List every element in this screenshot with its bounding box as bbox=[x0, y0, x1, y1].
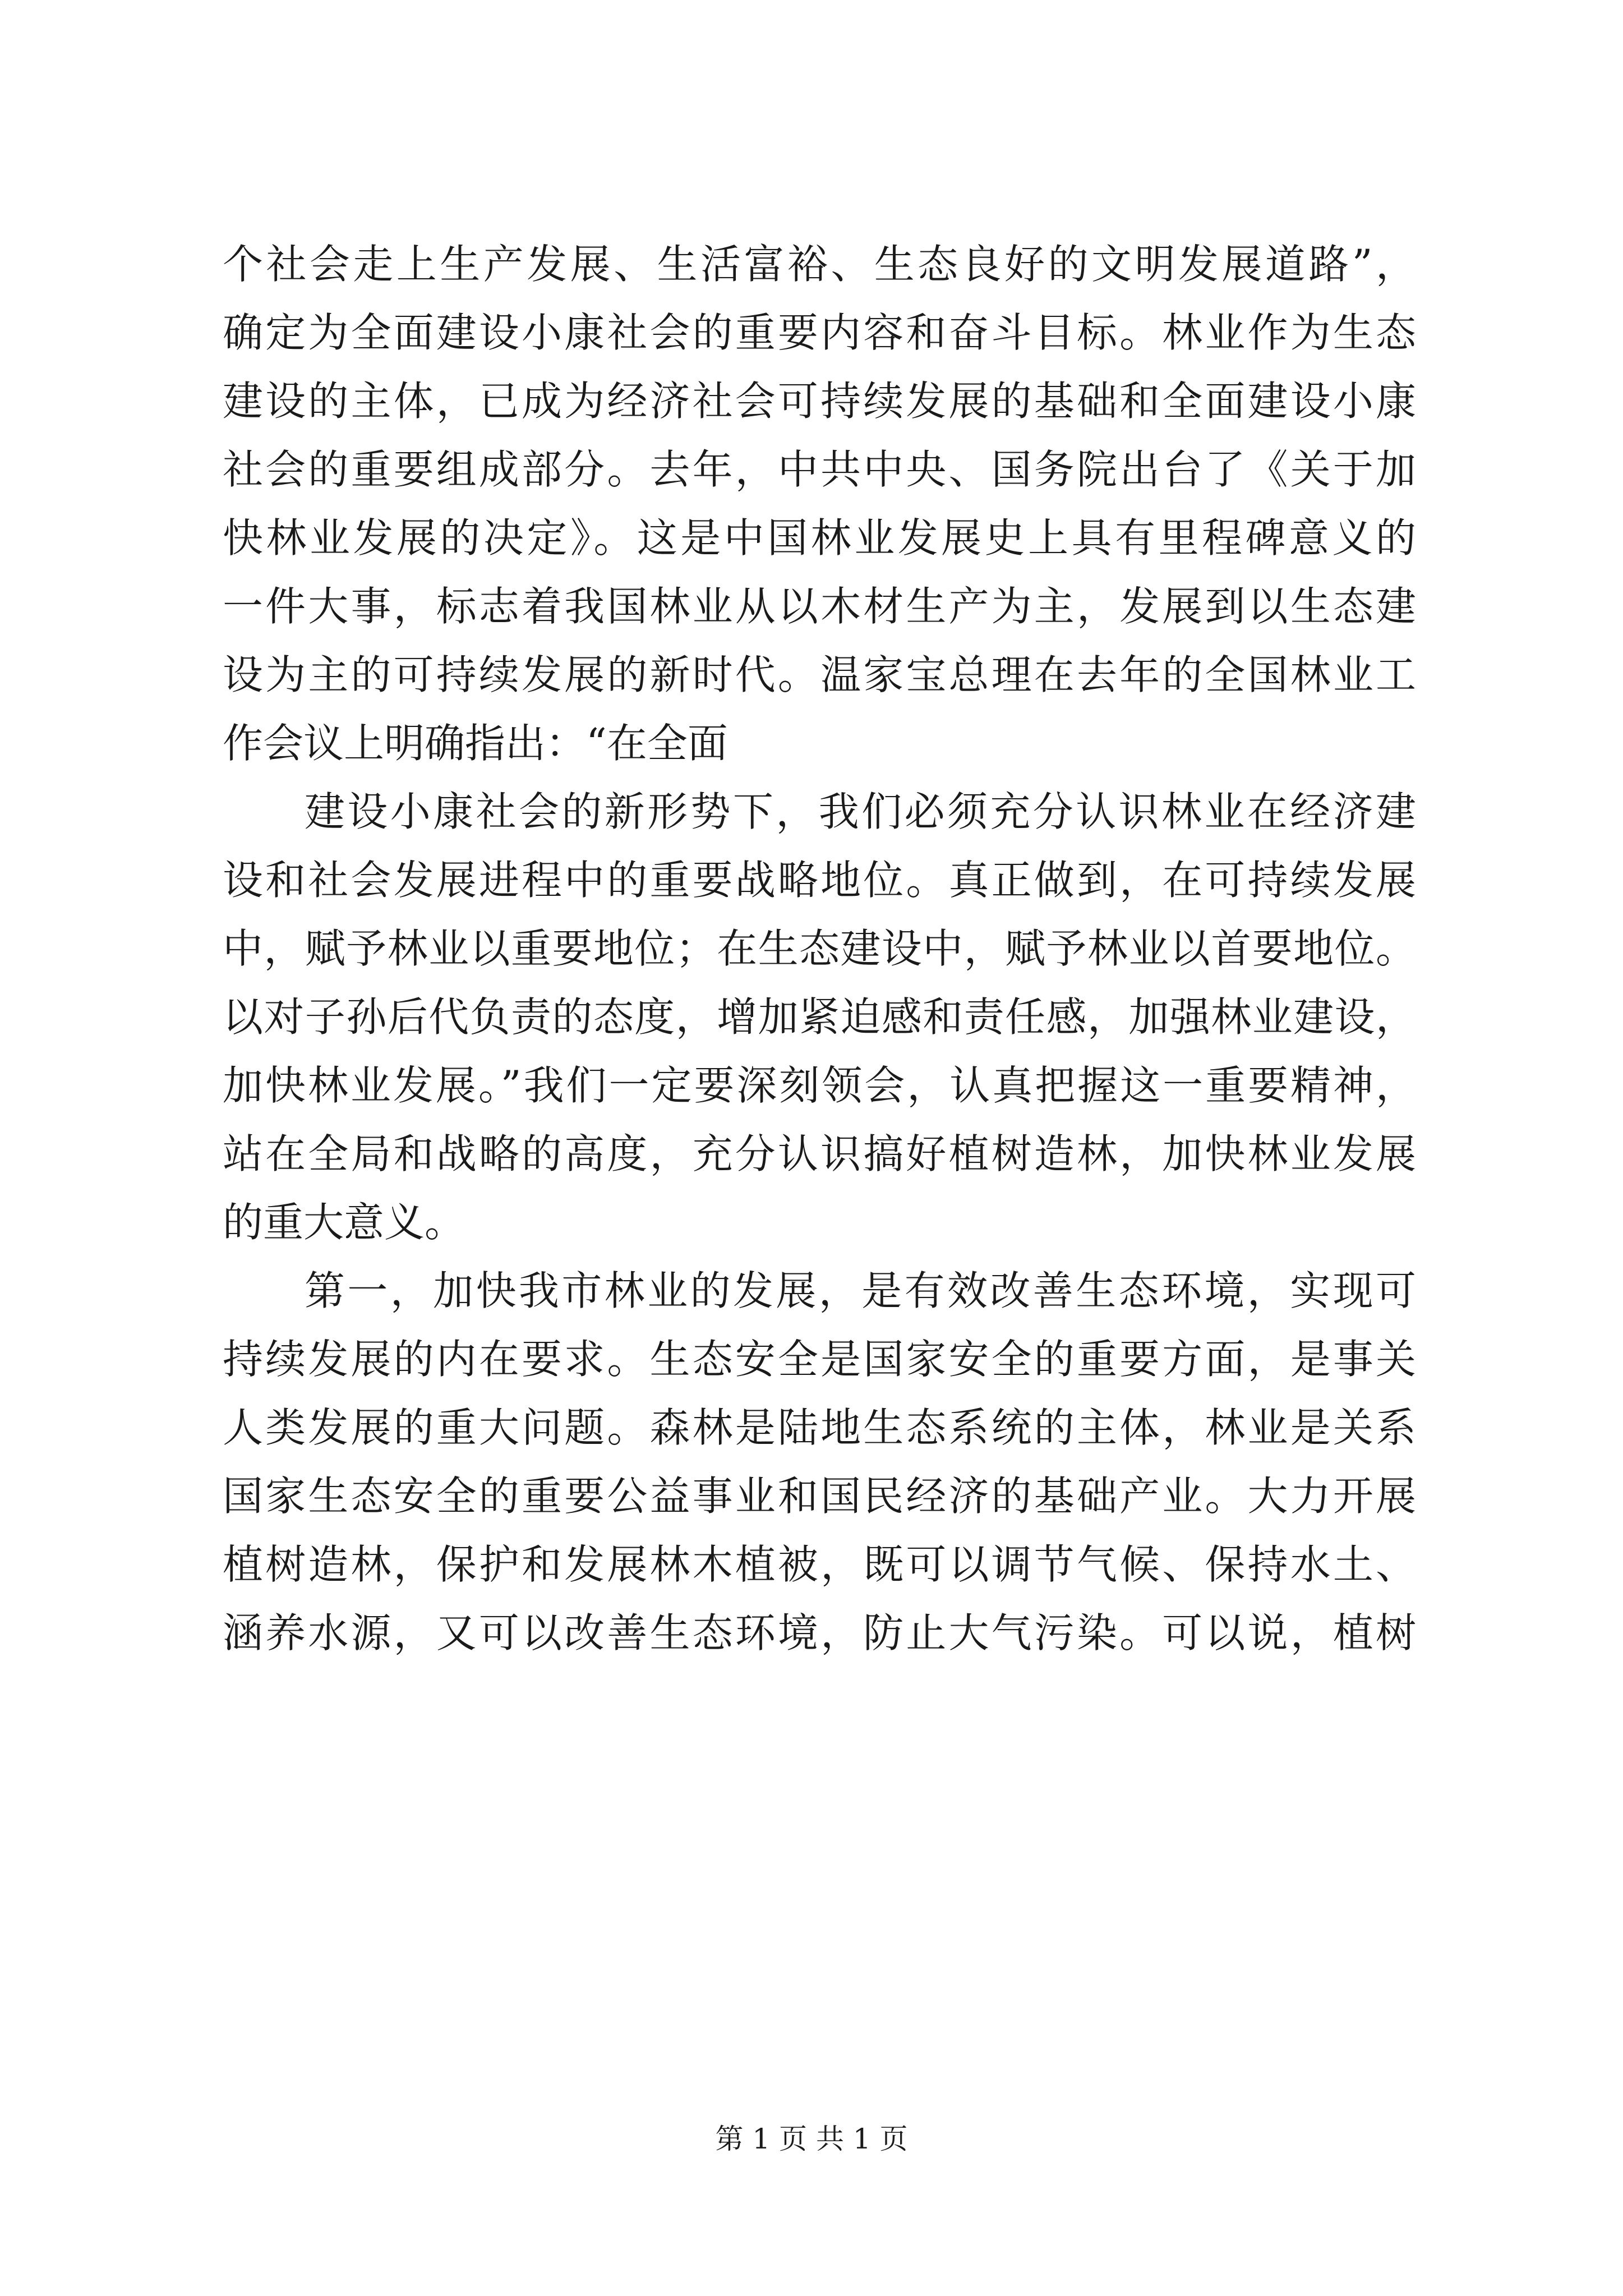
text-line: 中，赋予林业以重要地位；在生态建设中，赋予林业以首要地位。 bbox=[223, 925, 1416, 972]
text-line: 确定为全面建设小康社会的重要内容和奋斗目标。林业作为生态 bbox=[223, 309, 1416, 356]
page-number-footer: 第 1 页 共 1 页 bbox=[715, 2123, 908, 2155]
paragraph-2 bbox=[223, 777, 1416, 1257]
text-line: 建设的主体，已成为经济社会可持续发展的基础和全面建设小康 bbox=[223, 378, 1416, 425]
text-line: 一件大事，标志着我国林业从以木材生产为主，发展到以生态建 bbox=[223, 583, 1416, 630]
text-line: 加快林业发展。”我们一定要深刻领会，认真把握这一重要精神， bbox=[223, 1062, 1416, 1109]
text-line: 快林业发展的决定》。这是中国林业发展史上具有里程碑意义的 bbox=[223, 514, 1416, 562]
text-line: 设和社会发展进程中的重要战略地位。真正做到，在可持续发展 bbox=[223, 857, 1416, 904]
text-line: 第一，加快我市林业的发展，是有效改善生态环境，实现可 bbox=[305, 1267, 1416, 1314]
text-line: 人类发展的重大问题。森林是陆地生态系统的主体，林业是关系 bbox=[223, 1404, 1416, 1451]
text-line: 国家生态安全的重要公益事业和国民经济的基础产业。大力开展 bbox=[223, 1473, 1416, 1520]
text-line: 作会议上明确指出：“在全面 bbox=[223, 720, 728, 767]
text-line: 以对子孙后代负责的态度，增加紧迫感和责任感，加强林业建设， bbox=[223, 993, 1416, 1041]
text-line: 社会的重要组成部分。去年，中共中央、国务院出台了《关于加 bbox=[223, 446, 1416, 493]
paragraph-3 bbox=[223, 1257, 1416, 1667]
text-line: 建设小康社会的新形势下，我们必须充分认识林业在经济建 bbox=[305, 788, 1416, 835]
text-line: 个社会走上生产发展、生活富裕、生态良好的文明发展道路”， bbox=[223, 241, 1416, 288]
text-line: 站在全局和战略的高度，充分认识搞好植树造林，加快林业发展 bbox=[223, 1130, 1416, 1177]
document-body bbox=[223, 230, 1416, 1667]
text-line: 持续发展的内在要求。生态安全是国家安全的重要方面，是事关 bbox=[223, 1336, 1416, 1383]
paragraph-1 bbox=[223, 230, 1416, 777]
text-line: 涵养水源，又可以改善生态环境，防止大气污染。可以说，植树 bbox=[223, 1609, 1416, 1657]
text-line: 的重大意义。 bbox=[223, 1199, 465, 1246]
text-line: 设为主的可持续发展的新时代。温家宝总理在去年的全国林业工 bbox=[223, 651, 1416, 698]
text-line: 植树造林，保护和发展林木植被，既可以调节气候、保持水土、 bbox=[223, 1541, 1416, 1588]
